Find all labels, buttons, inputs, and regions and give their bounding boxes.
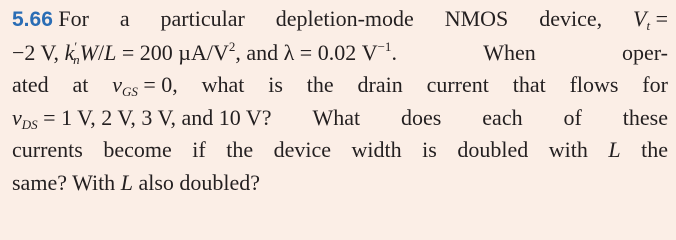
problem-line-1: 5.66 For a particular depletion-mode NMOS device, $V_t$ = [12, 6, 668, 33]
problem-line-5: currents become if the device width is doubled with L the [12, 137, 668, 162]
problem-line-6: same? With L also doubled? [12, 169, 261, 195]
problem-line-3: ated at $v_{GS} = 0$, what is the drain current that flows for [12, 72, 668, 99]
problem-number: 5.66 [12, 8, 53, 31]
problem-line-2: −2 V, $k'_nW/L = 200$ $\mu A/V^2$, and λ = 0.02 $V^{-1}$. When oper- [12, 38, 668, 67]
problem-line-4: $v_{DS} = 1$ V, 2 V, 3 V, and 10 V? What does each of these [12, 104, 668, 132]
problem-statement [12, 3, 668, 199]
